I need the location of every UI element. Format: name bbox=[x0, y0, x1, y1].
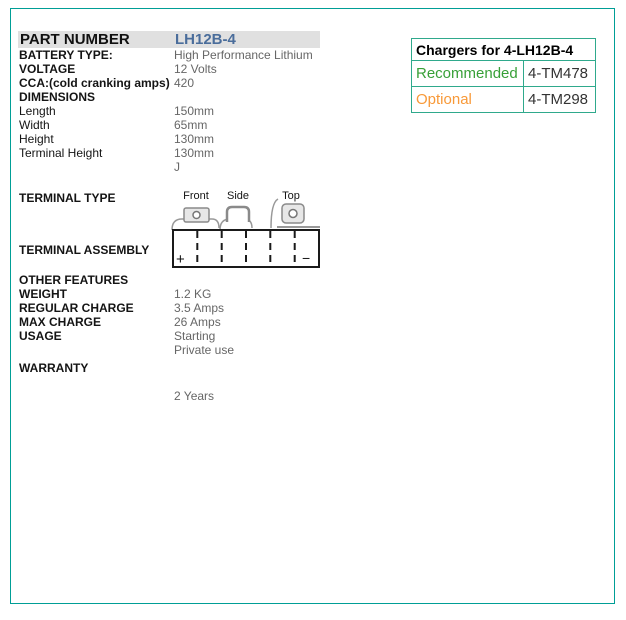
terminal-section bbox=[18, 187, 330, 279]
feature-row bbox=[18, 361, 320, 375]
feature-label: WARRANTY bbox=[19, 361, 89, 375]
negative-terminal-sign: − bbox=[302, 250, 311, 266]
terminal-assembly-label: TERMINAL ASSEMBLY bbox=[19, 243, 150, 257]
terminal-diagram bbox=[168, 187, 328, 271]
front-view-label: Front bbox=[183, 190, 209, 202]
terminal-type-label: TERMINAL TYPE bbox=[19, 191, 116, 205]
features-table bbox=[18, 273, 320, 403]
positive-terminal-sign: + bbox=[176, 251, 185, 268]
front-terminal-icon bbox=[184, 208, 209, 222]
feature-label: REGULAR CHARGE bbox=[19, 301, 134, 315]
feature-value: 1.2 KG bbox=[174, 287, 212, 301]
spec-value: 420 bbox=[174, 76, 195, 90]
side-view-label: Side bbox=[226, 190, 250, 202]
battery-assembly-diagram bbox=[173, 230, 319, 268]
feature-row bbox=[18, 315, 320, 329]
spec-section-row bbox=[18, 90, 320, 104]
feature-section-row bbox=[18, 273, 320, 287]
feature-value: 2 Years bbox=[174, 389, 215, 403]
feature-row bbox=[18, 389, 320, 403]
feature-section-label: OTHER FEATURES bbox=[19, 273, 129, 287]
chargers-title: Chargers for 4-LH12B-4 bbox=[412, 39, 596, 61]
top-terminal-icon bbox=[282, 204, 304, 223]
feature-label: WEIGHT bbox=[19, 287, 67, 301]
spec-row bbox=[18, 132, 320, 146]
part-number-header bbox=[18, 31, 320, 48]
spec-value: J bbox=[174, 160, 180, 174]
feature-value: 3.5 Amps bbox=[174, 301, 225, 315]
spec-section-label: DIMENSIONS bbox=[19, 90, 96, 104]
side-terminal-icon bbox=[227, 207, 249, 222]
spec-label: Length bbox=[19, 104, 56, 118]
spec-value: 65mm bbox=[174, 118, 208, 132]
spec-row bbox=[18, 104, 320, 118]
part-number-value: LH12B-4 bbox=[175, 31, 236, 48]
top-view-label: Top bbox=[282, 190, 300, 202]
feature-value: 26 Amps bbox=[174, 315, 221, 329]
spec-label: VOLTAGE bbox=[19, 62, 76, 76]
spec-label: CCA:(cold cranking amps) bbox=[19, 76, 170, 90]
feature-row bbox=[18, 343, 320, 357]
spec-row bbox=[18, 160, 320, 174]
charger-type-optional: Optional bbox=[412, 87, 524, 113]
spec-row bbox=[18, 48, 320, 62]
spec-row bbox=[18, 62, 320, 76]
spec-value: High Performance Lithium bbox=[174, 48, 313, 62]
chargers-header-row bbox=[412, 39, 596, 61]
feature-label bbox=[18, 343, 174, 357]
part-number-label: PART NUMBER bbox=[20, 31, 130, 48]
feature-label: MAX CHARGE bbox=[19, 315, 102, 329]
spec-row bbox=[18, 76, 320, 90]
feature-row bbox=[18, 287, 320, 301]
spec-value: 130mm bbox=[174, 132, 215, 146]
spec-value: 150mm bbox=[174, 104, 215, 118]
charger-row bbox=[412, 87, 596, 113]
spec-label: Height bbox=[19, 132, 54, 146]
spec-value: 130mm bbox=[174, 146, 215, 160]
spec-label: Terminal Height bbox=[19, 146, 103, 160]
spec-label: Width bbox=[19, 118, 50, 132]
charger-row bbox=[412, 61, 596, 87]
spec-label bbox=[18, 160, 174, 174]
product-spec-panel bbox=[10, 8, 615, 604]
charger-model: 4-TM298 bbox=[524, 87, 596, 113]
feature-label bbox=[18, 389, 174, 403]
spec-row bbox=[18, 118, 320, 132]
feature-value: Starting bbox=[174, 329, 216, 343]
feature-label: USAGE bbox=[19, 329, 62, 343]
spec-value: 12 Volts bbox=[174, 62, 217, 76]
chargers-table bbox=[411, 38, 596, 113]
feature-row bbox=[18, 301, 320, 315]
spec-rows bbox=[18, 48, 320, 174]
feature-row bbox=[18, 329, 320, 343]
feature-value: Private use bbox=[174, 343, 235, 357]
spec-row bbox=[18, 146, 320, 160]
charger-type-recommended: Recommended bbox=[412, 61, 524, 87]
spec-table bbox=[18, 31, 320, 174]
charger-model: 4-TM478 bbox=[524, 61, 596, 87]
spec-label: BATTERY TYPE: bbox=[19, 48, 113, 62]
